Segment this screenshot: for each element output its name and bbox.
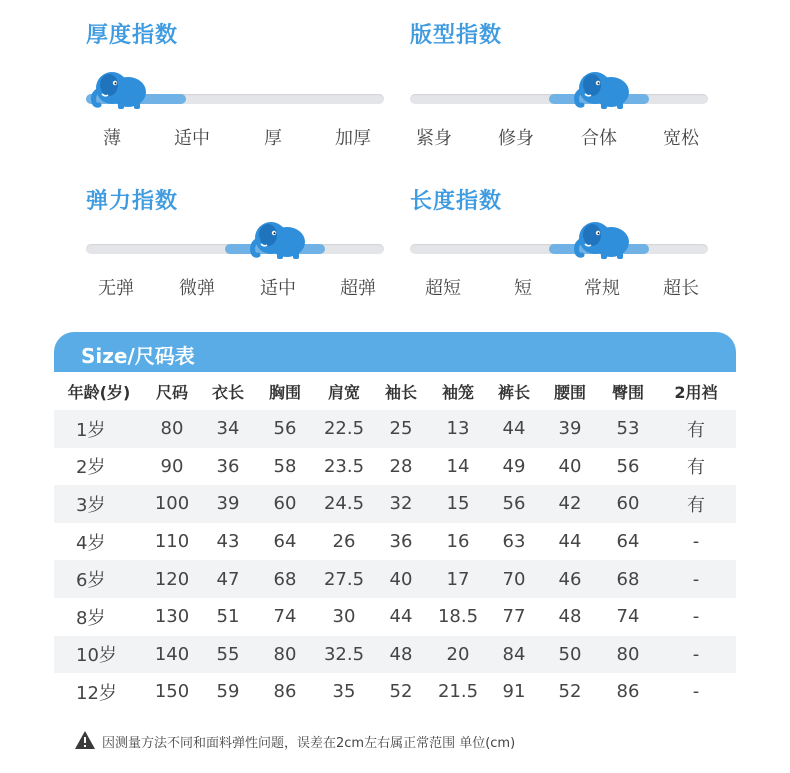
table-cell: 有	[656, 410, 736, 448]
table-cell: 14	[428, 448, 488, 486]
table-cell: 60	[600, 485, 656, 523]
index-label: 无弹	[98, 278, 134, 299]
table-cell: 有	[656, 448, 736, 486]
note-text: 因测量方法不同和面料弹性问题，误差在2cm左右属正常范围 单位(cm)	[102, 736, 516, 751]
table-cell: 86	[600, 673, 656, 711]
table-cell: -	[656, 598, 736, 636]
index-labels	[410, 274, 710, 300]
table-cell: 43	[200, 523, 256, 561]
elephant-marker-icon	[88, 68, 148, 112]
table-cell: -	[656, 523, 736, 561]
index-label: 薄	[103, 128, 121, 149]
measurement-note	[74, 730, 674, 750]
table-cell: 80	[256, 636, 314, 674]
table-cell: 80	[600, 636, 656, 674]
table-cell: 26	[314, 523, 374, 561]
table-cell: 47	[200, 560, 256, 598]
table-cell: 44	[540, 523, 600, 561]
elephant-marker-icon	[247, 218, 307, 262]
column-header: 腰围	[540, 372, 600, 410]
table-cell: 34	[200, 410, 256, 448]
column-header: 肩宽	[314, 372, 374, 410]
index-label: 超弹	[340, 278, 376, 299]
table-cell: 30	[314, 598, 374, 636]
table-cell: 100	[144, 485, 200, 523]
index-label: 宽松	[663, 128, 699, 149]
table-cell: 有	[656, 485, 736, 523]
table-cell: 56	[600, 448, 656, 486]
index-label: 超短	[425, 278, 461, 299]
column-header: 2用裆	[656, 372, 736, 410]
table-cell: 63	[488, 523, 540, 561]
table-cell: 20	[428, 636, 488, 674]
size-table-header-bar	[54, 332, 736, 372]
table-cell: 91	[488, 673, 540, 711]
table-cell: 13	[428, 410, 488, 448]
size-table	[54, 372, 736, 711]
table-cell: 52	[374, 673, 428, 711]
table-cell: 12岁	[54, 673, 144, 711]
table-cell: 42	[540, 485, 600, 523]
table-cell: 68	[600, 560, 656, 598]
table-cell: 140	[144, 636, 200, 674]
index-label: 微弹	[179, 278, 215, 299]
table-cell: 59	[200, 673, 256, 711]
index-label: 短	[514, 278, 532, 299]
table-cell: 80	[144, 410, 200, 448]
table-cell: 10岁	[54, 636, 144, 674]
column-header: 衣长	[200, 372, 256, 410]
table-cell: 55	[200, 636, 256, 674]
table-cell: -	[656, 673, 736, 711]
table-cell: 24.5	[314, 485, 374, 523]
index-label: 适中	[260, 278, 296, 299]
table-cell: 40	[540, 448, 600, 486]
index-labels	[86, 274, 386, 300]
index-label: 超长	[663, 278, 699, 299]
table-cell: 28	[374, 448, 428, 486]
table-cell: 32	[374, 485, 428, 523]
table-row	[54, 410, 736, 448]
index-slider-track	[86, 244, 384, 254]
table-cell: 22.5	[314, 410, 374, 448]
table-cell: 50	[540, 636, 600, 674]
table-cell: 64	[256, 523, 314, 561]
table-cell: 39	[200, 485, 256, 523]
size-table-header-row	[54, 372, 736, 410]
table-cell: 70	[488, 560, 540, 598]
table-cell: 35	[314, 673, 374, 711]
table-cell: 56	[256, 410, 314, 448]
table-cell: 23.5	[314, 448, 374, 486]
table-cell: 48	[374, 636, 428, 674]
table-cell: 39	[540, 410, 600, 448]
table-row	[54, 636, 736, 674]
table-cell: 64	[600, 523, 656, 561]
elephant-marker-icon	[571, 68, 631, 112]
table-cell: -	[656, 636, 736, 674]
table-cell: 1岁	[54, 410, 144, 448]
index-label: 紧身	[416, 128, 452, 149]
column-header: 胸围	[256, 372, 314, 410]
table-cell: 15	[428, 485, 488, 523]
table-cell: 36	[374, 523, 428, 561]
column-header: 臀围	[600, 372, 656, 410]
table-cell: 16	[428, 523, 488, 561]
table-cell: 25	[374, 410, 428, 448]
column-header: 袖长	[374, 372, 428, 410]
table-cell: 4岁	[54, 523, 144, 561]
table-cell: 84	[488, 636, 540, 674]
table-cell: 150	[144, 673, 200, 711]
table-cell: 18.5	[428, 598, 488, 636]
table-cell: 8岁	[54, 598, 144, 636]
table-cell: 49	[488, 448, 540, 486]
index-label: 合体	[581, 128, 617, 149]
table-cell: 32.5	[314, 636, 374, 674]
table-cell: 27.5	[314, 560, 374, 598]
table-cell: 60	[256, 485, 314, 523]
table-cell: 58	[256, 448, 314, 486]
table-cell: 40	[374, 560, 428, 598]
table-cell: 74	[256, 598, 314, 636]
table-cell: 68	[256, 560, 314, 598]
column-header: 袖笼	[428, 372, 488, 410]
index-label: 适中	[174, 128, 210, 149]
table-cell: 36	[200, 448, 256, 486]
table-cell: 90	[144, 448, 200, 486]
column-header: 年龄(岁)	[54, 372, 144, 410]
column-header: 尺码	[144, 372, 200, 410]
table-cell: 48	[540, 598, 600, 636]
table-row	[54, 598, 736, 636]
index-label: 厚	[264, 128, 282, 149]
table-row	[54, 560, 736, 598]
index-label: 修身	[498, 128, 534, 149]
index-slider-track	[410, 94, 708, 104]
index-title: 厚度指数	[86, 23, 179, 48]
size-table-body	[54, 410, 736, 711]
table-cell: 44	[374, 598, 428, 636]
index-label: 常规	[584, 278, 620, 299]
table-row	[54, 523, 736, 561]
table-cell: 3岁	[54, 485, 144, 523]
table-cell: 74	[600, 598, 656, 636]
warning-icon	[74, 730, 96, 750]
table-cell: 86	[256, 673, 314, 711]
table-cell: 110	[144, 523, 200, 561]
table-cell: 6岁	[54, 560, 144, 598]
table-cell: 130	[144, 598, 200, 636]
table-cell: 21.5	[428, 673, 488, 711]
table-cell: 2岁	[54, 448, 144, 486]
column-header: 裤长	[488, 372, 540, 410]
table-row	[54, 673, 736, 711]
table-cell: 17	[428, 560, 488, 598]
table-cell: 77	[488, 598, 540, 636]
table-cell: 120	[144, 560, 200, 598]
table-row	[54, 485, 736, 523]
table-cell: 52	[540, 673, 600, 711]
elephant-marker-icon	[571, 218, 631, 262]
index-title: 弹力指数	[86, 189, 179, 214]
table-cell: 51	[200, 598, 256, 636]
table-cell: 46	[540, 560, 600, 598]
index-labels	[410, 124, 710, 150]
table-row	[54, 448, 736, 486]
table-cell: 44	[488, 410, 540, 448]
index-labels	[86, 124, 386, 150]
size-table-title: Size/尺码表	[81, 344, 195, 368]
table-cell: 56	[488, 485, 540, 523]
index-label: 加厚	[335, 128, 371, 149]
table-cell: -	[656, 560, 736, 598]
index-slider-track	[410, 244, 708, 254]
index-title: 长度指数	[410, 189, 503, 214]
table-cell: 53	[600, 410, 656, 448]
index-title: 版型指数	[410, 23, 503, 48]
